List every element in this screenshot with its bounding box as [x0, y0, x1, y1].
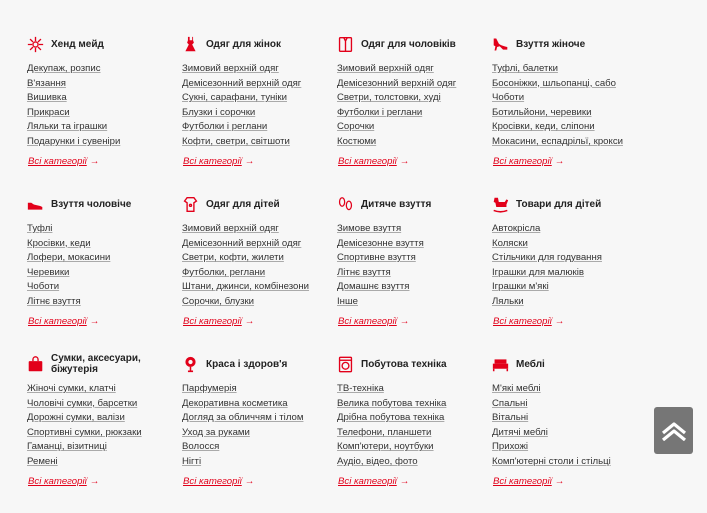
categories-grid: [27, 33, 687, 513]
category-header[interactable]: [27, 33, 182, 55]
list-item: [337, 455, 492, 470]
category-header[interactable]: [337, 353, 492, 375]
category-title[interactable]: Одяг для чоловіків: [361, 38, 456, 50]
all-categories-link[interactable]: [183, 316, 254, 327]
category-header[interactable]: [27, 353, 182, 375]
all-categories-label: Всі категорії: [183, 316, 242, 327]
category-link[interactable]: Ремені: [27, 455, 58, 467]
list-item: [492, 440, 647, 455]
category-link[interactable]: Спортивні сумки, рюкзаки: [27, 426, 142, 438]
list-item: [182, 455, 337, 470]
category-links: [337, 62, 492, 150]
mens-shoe-icon: [27, 196, 44, 213]
category-link[interactable]: Футболки, реглани: [182, 266, 266, 278]
category-block: [182, 193, 337, 353]
category-title[interactable]: Товари для дітей: [516, 198, 602, 210]
list-item: [337, 237, 492, 252]
category-title[interactable]: Краса і здоров'я: [206, 358, 288, 370]
all-categories-link[interactable]: [493, 156, 564, 167]
list-item: [182, 62, 337, 77]
arrow-right-icon: →: [554, 156, 565, 167]
category-links: [337, 222, 492, 310]
list-item: [27, 280, 182, 295]
category-link[interactable]: Зимове взуття: [337, 223, 402, 234]
category-block: [337, 353, 492, 513]
arrow-right-icon: →: [399, 156, 410, 167]
arrow-right-icon: →: [399, 476, 410, 487]
category-header[interactable]: [492, 33, 647, 55]
list-item: [492, 106, 647, 121]
category-link[interactable]: Іграшки для малюків: [492, 266, 584, 278]
category-title[interactable]: Сумки, аксесуари, біжутерія: [51, 353, 141, 375]
category-title[interactable]: Побутова техніка: [361, 358, 447, 370]
category-link[interactable]: В'язання: [27, 77, 66, 89]
category-link[interactable]: Кросівки, кеди: [27, 237, 91, 249]
category-link[interactable]: Волосся: [182, 441, 220, 453]
all-categories-label: Всі категорії: [183, 476, 242, 487]
list-item: [492, 135, 647, 150]
list-item: [337, 77, 492, 92]
list-item: [27, 62, 182, 77]
category-header[interactable]: [492, 193, 647, 215]
category-links: [492, 222, 647, 310]
category-links: [182, 62, 337, 150]
sofa-icon: [492, 356, 509, 373]
category-link[interactable]: Вітальні: [492, 412, 529, 424]
category-block: [27, 33, 182, 193]
category-links: [492, 382, 647, 470]
category-link[interactable]: Футболки і реглани: [182, 121, 268, 133]
category-link[interactable]: Туфлі, балетки: [492, 63, 558, 74]
category-link[interactable]: Стільчики для годування: [492, 252, 602, 264]
list-item: [27, 120, 182, 135]
list-item: [27, 440, 182, 455]
category-link[interactable]: Аудіо, відео, фото: [337, 455, 418, 467]
list-item: [337, 295, 492, 310]
category-link[interactable]: Дорожні сумки, валізи: [27, 412, 125, 424]
all-categories-label: Всі категорії: [493, 156, 552, 167]
list-item: [27, 106, 182, 121]
category-block: [492, 33, 647, 193]
list-item: [492, 120, 647, 135]
category-link[interactable]: Літнє взуття: [27, 295, 81, 307]
all-categories-label: Всі категорії: [338, 476, 397, 487]
list-item: [337, 397, 492, 412]
all-categories-label: Всі категорії: [493, 476, 552, 487]
arrow-right-icon: →: [89, 316, 100, 327]
list-item: [492, 62, 647, 77]
list-item: [492, 77, 647, 92]
list-item: [182, 266, 337, 281]
category-link[interactable]: Іграшки м'які: [492, 281, 549, 293]
category-link[interactable]: Босоніжки, шльопанці, сабо: [492, 77, 616, 89]
list-item: [27, 397, 182, 412]
all-categories-link[interactable]: [28, 476, 99, 487]
category-link[interactable]: Демісезонний верхній одяг: [337, 77, 457, 89]
list-item: [182, 397, 337, 412]
list-item: [492, 222, 647, 237]
list-item: [337, 62, 492, 77]
list-item: [27, 77, 182, 92]
list-item: [492, 266, 647, 281]
list-item: [27, 135, 182, 150]
list-item: [182, 280, 337, 295]
category-link[interactable]: Лофери, мокасини: [27, 252, 111, 264]
category-link[interactable]: М'які меблі: [492, 383, 541, 394]
all-categories-link[interactable]: [28, 316, 99, 327]
category-title[interactable]: Одяг для дітей: [206, 198, 280, 210]
category-links: [182, 382, 337, 470]
category-link[interactable]: Демісезонний верхній одяг: [182, 77, 302, 89]
all-categories-label: Всі категорії: [183, 156, 242, 167]
category-title[interactable]: Меблі: [516, 358, 545, 370]
category-link[interactable]: Спальні: [492, 397, 528, 409]
list-item: [492, 91, 647, 106]
category-link[interactable]: Ляльки та іграшки: [27, 121, 108, 133]
category-link[interactable]: Подарунки і сувеніри: [27, 135, 121, 147]
list-item: [27, 411, 182, 426]
category-header[interactable]: [182, 353, 337, 375]
list-item: [182, 135, 337, 150]
category-header[interactable]: [182, 193, 337, 215]
list-item: [337, 222, 492, 237]
category-link[interactable]: Дитячі меблі: [492, 426, 548, 438]
arrow-right-icon: →: [244, 156, 255, 167]
list-item: [492, 455, 647, 470]
category-header[interactable]: [182, 33, 337, 55]
category-title[interactable]: Взуття жіноче: [516, 38, 586, 50]
list-item: [337, 382, 492, 397]
category-block: [337, 193, 492, 353]
category-link[interactable]: Автокрісла: [492, 223, 541, 234]
category-block: [182, 33, 337, 193]
category-row: [27, 33, 687, 193]
all-categories-link[interactable]: [338, 156, 409, 167]
list-item: [492, 382, 647, 397]
category-link[interactable]: Вишивка: [27, 92, 67, 104]
category-link[interactable]: Гаманці, візитниці: [27, 441, 107, 453]
category-header[interactable]: [337, 33, 492, 55]
category-header[interactable]: [337, 193, 492, 215]
category-link[interactable]: Чоловічі сумки, барсетки: [27, 397, 138, 409]
category-title[interactable]: Дитяче взуття: [361, 198, 432, 210]
all-categories-label: Всі категорії: [28, 156, 87, 167]
all-categories-label: Всі категорії: [28, 316, 87, 327]
category-links: [27, 382, 182, 470]
all-categories-link[interactable]: [338, 316, 409, 327]
category-link[interactable]: Сорочки: [337, 121, 375, 133]
list-item: [492, 411, 647, 426]
category-links: [492, 62, 647, 150]
category-links: [182, 222, 337, 310]
category-block: [492, 353, 647, 513]
category-link[interactable]: ТВ-техніка: [337, 383, 384, 394]
all-categories-link[interactable]: [493, 476, 564, 487]
list-item: [182, 120, 337, 135]
category-link[interactable]: Спортивне взуття: [337, 252, 416, 264]
list-item: [492, 280, 647, 295]
list-item: [492, 295, 647, 310]
category-link[interactable]: Костюми: [337, 135, 377, 147]
list-item: [337, 411, 492, 426]
category-link[interactable]: Сукні, сарафани, туніки: [182, 92, 287, 104]
category-title[interactable]: Одяг для жінок: [206, 38, 281, 50]
list-item: [27, 426, 182, 441]
category-link[interactable]: Літнє взуття: [337, 266, 391, 278]
list-item: [182, 251, 337, 266]
flower-icon: [27, 36, 44, 53]
category-link[interactable]: Домашнє взуття: [337, 281, 410, 293]
category-link[interactable]: Зимовий верхній одяг: [182, 63, 279, 74]
category-row: [27, 193, 687, 353]
rocking-horse-icon: [492, 196, 509, 213]
category-link[interactable]: Кросівки, кеди, сліпони: [492, 121, 595, 133]
list-item: [27, 251, 182, 266]
all-categories-label: Всі категорії: [338, 316, 397, 327]
list-item: [492, 237, 647, 252]
category-link[interactable]: Ляльки: [492, 295, 524, 307]
list-item: [182, 440, 337, 455]
category-link[interactable]: Зимовий верхній одяг: [182, 223, 279, 234]
chevron-up-icon: [660, 421, 688, 441]
dress-icon: [182, 36, 199, 53]
category-links: [27, 222, 182, 310]
high-heel-icon: [492, 36, 509, 53]
category-link[interactable]: Декоративна косметика: [182, 397, 288, 409]
category-link[interactable]: Штани, джинси, комбінезони: [182, 281, 310, 293]
list-item: [492, 397, 647, 412]
category-link[interactable]: Футболки і реглани: [337, 106, 423, 118]
list-item: [27, 455, 182, 470]
list-item: [27, 266, 182, 281]
list-item: [27, 382, 182, 397]
list-item: [337, 251, 492, 266]
category-header[interactable]: [27, 193, 182, 215]
washing-machine-icon: [337, 356, 354, 373]
category-link[interactable]: Демісезонне взуття: [337, 237, 424, 249]
category-link[interactable]: Догляд за обличчям і тілом: [182, 412, 304, 424]
list-item: [492, 251, 647, 266]
list-item: [182, 426, 337, 441]
arrow-right-icon: →: [89, 476, 100, 487]
list-item: [27, 222, 182, 237]
all-categories-label: Всі категорії: [28, 476, 87, 487]
list-item: [337, 426, 492, 441]
shirt-icon: [337, 36, 354, 53]
arrow-right-icon: →: [399, 316, 410, 327]
category-link[interactable]: Парфумерія: [182, 383, 237, 394]
list-item: [337, 120, 492, 135]
all-categories-link[interactable]: [493, 316, 564, 327]
list-item: [182, 91, 337, 106]
all-categories-link[interactable]: [338, 476, 409, 487]
category-link[interactable]: Мокасини, еспадрільї, крокси: [492, 135, 623, 147]
all-categories-link[interactable]: [183, 156, 254, 167]
category-link[interactable]: Інше: [337, 295, 358, 307]
category-title[interactable]: Хенд мейд: [51, 38, 104, 50]
category-links: [27, 62, 182, 150]
scroll-to-top-button[interactable]: [654, 407, 693, 454]
list-item: [337, 91, 492, 106]
category-link[interactable]: Прихожі: [492, 441, 529, 453]
category-link[interactable]: Велика побутова техніка: [337, 397, 447, 409]
list-item: [27, 91, 182, 106]
list-item: [337, 266, 492, 281]
category-block: [182, 353, 337, 513]
category-link[interactable]: Коляски: [492, 237, 528, 249]
arrow-right-icon: →: [89, 156, 100, 167]
category-link[interactable]: Уход за руками: [182, 426, 250, 438]
category-link[interactable]: Чоботи: [492, 92, 525, 104]
category-link[interactable]: Декупаж, розпис: [27, 63, 101, 74]
list-item: [182, 77, 337, 92]
category-link[interactable]: Блузки і сорочки: [182, 106, 256, 118]
category-link[interactable]: Черевики: [27, 266, 70, 278]
list-item: [337, 135, 492, 150]
arrow-right-icon: →: [244, 476, 255, 487]
category-links: [337, 382, 492, 470]
list-item: [337, 440, 492, 455]
list-item: [182, 106, 337, 121]
bag-icon: [27, 356, 44, 373]
list-item: [182, 295, 337, 310]
all-categories-label: Всі категорії: [338, 156, 397, 167]
category-link[interactable]: Светри, кофти, жилети: [182, 252, 284, 264]
list-item: [182, 237, 337, 252]
category-link[interactable]: Туфлі: [27, 223, 53, 234]
arrow-right-icon: →: [554, 476, 565, 487]
footprints-icon: [337, 196, 354, 213]
category-link[interactable]: Светри, толстовки, худі: [337, 92, 441, 104]
list-item: [337, 280, 492, 295]
list-item: [337, 106, 492, 121]
all-categories-link[interactable]: [28, 156, 99, 167]
list-item: [492, 426, 647, 441]
category-link[interactable]: Зимовий верхній одяг: [337, 63, 434, 74]
category-link[interactable]: Ботильйони, черевики: [492, 106, 592, 118]
list-item: [27, 237, 182, 252]
category-block: [492, 193, 647, 353]
category-header[interactable]: [492, 353, 647, 375]
list-item: [27, 295, 182, 310]
category-link[interactable]: Телефони, планшети: [337, 426, 432, 438]
lipstick-icon: [182, 356, 199, 373]
category-block: [27, 353, 182, 513]
category-row: [27, 353, 687, 513]
category-link[interactable]: Кофти, светри, світшоти: [182, 135, 290, 147]
list-item: [182, 222, 337, 237]
list-item: [182, 382, 337, 397]
category-link[interactable]: Комп'ютери, ноутбуки: [337, 441, 434, 453]
category-link[interactable]: Жіночі сумки, клатчі: [27, 383, 116, 394]
category-link[interactable]: Нігті: [182, 455, 202, 467]
category-link[interactable]: Демісезонний верхній одяг: [182, 237, 302, 249]
category-title[interactable]: Взуття чоловіче: [51, 198, 132, 210]
category-link[interactable]: Дрібна побутова техніка: [337, 412, 445, 424]
category-link[interactable]: Чоботи: [27, 281, 60, 293]
category-link[interactable]: Комп'ютерні столи і стільці: [492, 455, 611, 467]
all-categories-label: Всі категорії: [493, 316, 552, 327]
category-block: [337, 33, 492, 193]
category-block: [27, 193, 182, 353]
category-link[interactable]: Прикраси: [27, 106, 70, 118]
list-item: [182, 411, 337, 426]
category-link[interactable]: Сорочки, блузки: [182, 295, 255, 307]
kids-clothes-icon: [182, 196, 199, 213]
arrow-right-icon: →: [554, 316, 565, 327]
arrow-right-icon: →: [244, 316, 255, 327]
all-categories-link[interactable]: [183, 476, 254, 487]
